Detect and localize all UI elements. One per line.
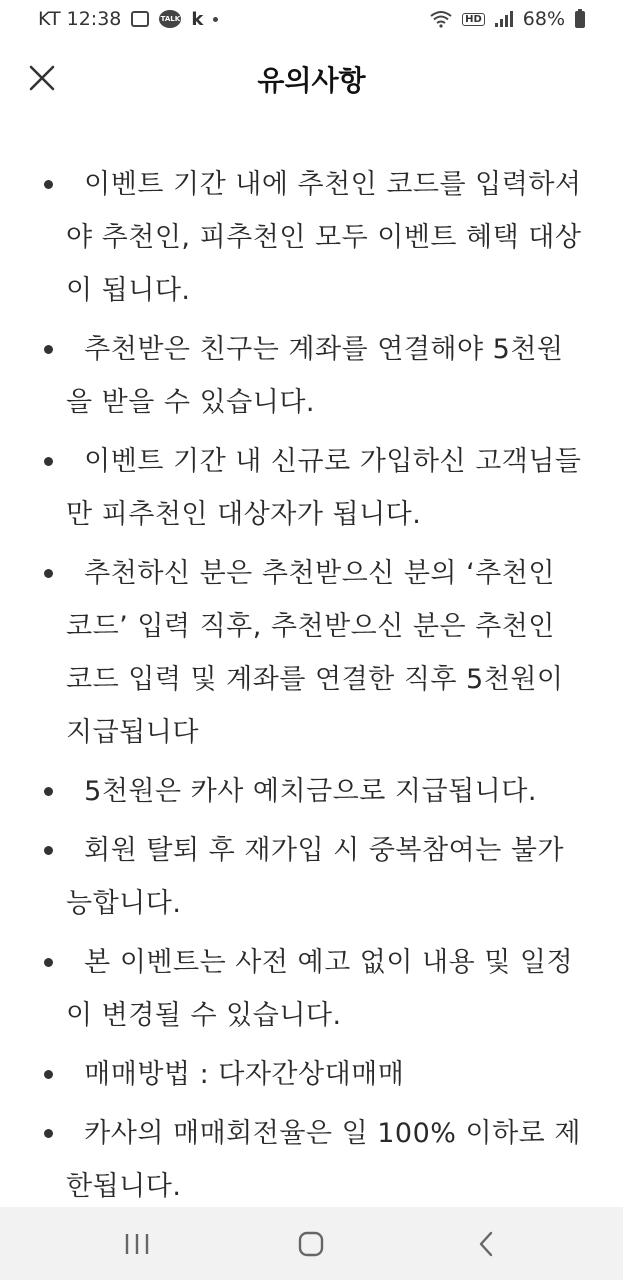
notice-text: 이벤트 기간 내 신규로 가입하신 고객님들만 피추천인 대상자가 됩니다.	[66, 446, 582, 530]
battery-percent: 68%	[522, 8, 565, 30]
notice-item	[30, 547, 585, 759]
notice-item	[30, 158, 585, 317]
status-left	[38, 8, 218, 30]
notice-item	[30, 323, 585, 429]
bullet-icon	[30, 1107, 66, 1138]
hd-icon: HD	[462, 13, 485, 26]
bullet-icon	[30, 1048, 66, 1079]
signal-icon	[495, 11, 513, 27]
bullet-icon	[30, 435, 66, 466]
recent-apps-button[interactable]	[107, 1214, 167, 1274]
k-icon: k	[191, 8, 204, 30]
status-right	[430, 8, 585, 30]
notice-item	[30, 936, 585, 1042]
home-button[interactable]	[281, 1214, 341, 1274]
page-title: 유의사항	[257, 64, 366, 97]
bullet-icon	[30, 323, 66, 354]
notice-text: 이벤트 기간 내에 추천인 코드를 입력하셔야 추천인, 피추천인 모두 이벤트 혜택 대상이 됩니다.	[66, 169, 582, 306]
bullet-icon	[30, 158, 66, 189]
notice-text: 본 이벤트는 사전 예고 없이 내용 및 일정이 변경될 수 있습니다.	[66, 947, 574, 1031]
header	[0, 38, 623, 120]
notice-item	[30, 435, 585, 541]
status-bar	[0, 0, 623, 38]
navigation-bar	[0, 1207, 623, 1280]
back-icon	[477, 1231, 495, 1257]
image-icon	[131, 11, 149, 27]
notice-text: 회원 탈퇴 후 재가입 시 중복참여는 불가능합니다.	[66, 835, 564, 919]
notice-text: 매매방법 : 다자간상대매매	[84, 1059, 405, 1090]
bullet-icon	[30, 824, 66, 855]
notice-item	[30, 765, 585, 818]
recent-apps-icon	[124, 1232, 150, 1256]
dot-icon	[213, 17, 218, 22]
close-button[interactable]	[22, 58, 62, 98]
notice-text: 카사의 매매회전율은 일 100% 이하로 제한됩니다.	[66, 1118, 581, 1202]
close-icon	[29, 65, 55, 91]
notice-text: 추천받은 친구는 계좌를 연결해야 5천원을 받을 수 있습니다.	[66, 334, 564, 418]
talk-icon: TALK	[159, 10, 181, 28]
notice-text: 추천하신 분은 추천받으신 분의 ‘추천인 코드’ 입력 직후, 추천받으신 분은 추천인 코드 입력 및 계좌를 연결한 직후 5천원이 지급됩니다	[66, 558, 564, 748]
notice-list	[0, 158, 623, 1219]
battery-icon	[575, 11, 585, 28]
home-icon	[298, 1231, 324, 1257]
back-button[interactable]	[456, 1214, 516, 1274]
bullet-icon	[30, 936, 66, 967]
bullet-icon	[30, 765, 66, 796]
notice-text: 5천원은 카사 예치금으로 지급됩니다.	[84, 776, 537, 807]
notice-item	[30, 824, 585, 930]
notice-item	[30, 1048, 585, 1101]
notice-item	[30, 1107, 585, 1213]
wifi-icon	[430, 10, 452, 28]
carrier-time: KT 12:38	[38, 8, 122, 30]
bullet-icon	[30, 547, 66, 578]
